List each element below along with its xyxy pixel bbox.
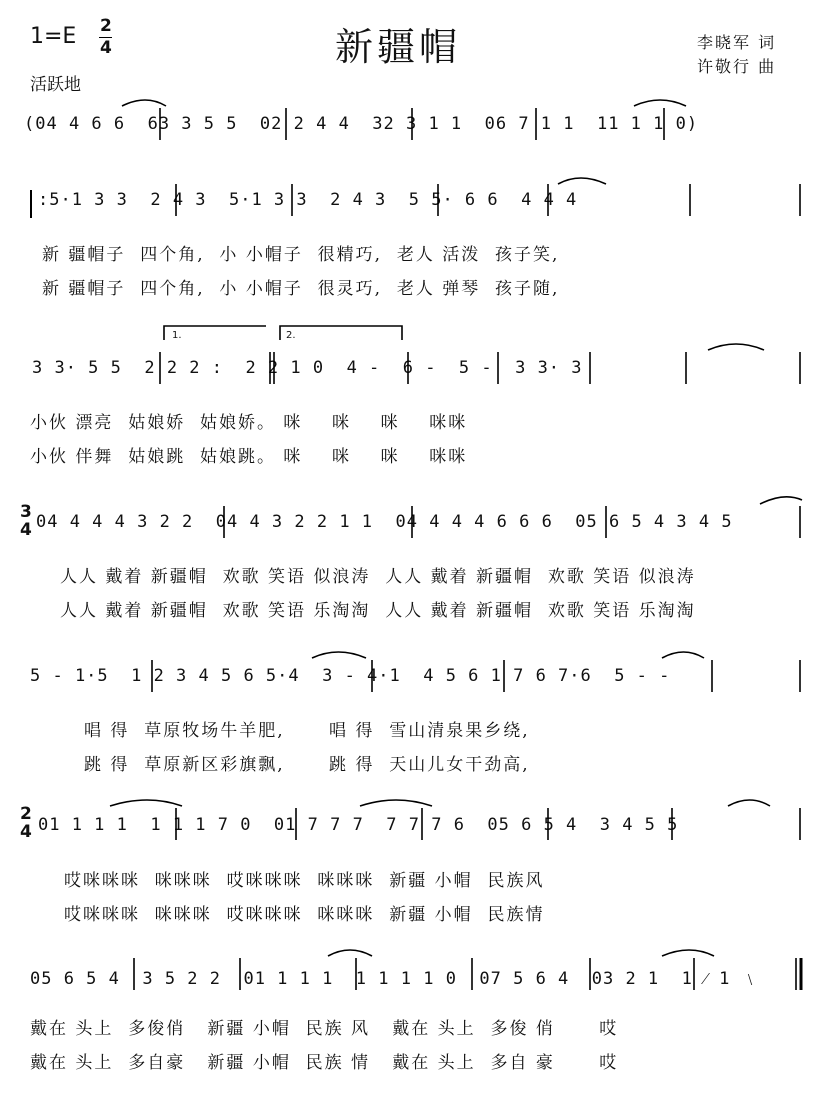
notation-row-5: 5 - 1·5 1 2 3 4 5 6 5·4 3 - 4·1 4 5 6 1 7 6 7·6 5 - -	[30, 666, 671, 686]
time-signature-top: 2	[100, 16, 112, 36]
key-signature: 1=E	[30, 24, 77, 49]
notation-row-4: 04 4 4 4 3 2 2 04 4 3 2 2 1 1 04 4 4 4 6 6 6 05 6 5 4 3 4 5	[36, 512, 733, 532]
repeat-start-barline	[30, 190, 32, 218]
time-signature-bottom: 4	[100, 38, 112, 58]
lyrics-row-6-verse-1: 哎咪咪咪 咪咪咪 哎咪咪咪 咪咪咪 新疆 小帽 民族风	[64, 871, 545, 891]
lyrics-row-2-verse-2: 新 疆帽子 四个角, 小 小帽子 很灵巧, 老人 弹琴 孩子随,	[42, 279, 560, 299]
song-title: 新疆帽	[335, 25, 462, 69]
notation-row-6: 01 1 1 1 1 1 1 7 0 01 7 7 7 7 7 7 6 05 6 5 4 3 4 5 5	[38, 815, 679, 835]
time-signature-3-bottom: 4	[20, 520, 32, 540]
volta-2-label: 2.	[286, 330, 296, 341]
lyrics-row-3-verse-1: 小伙 漂亮 姑娘娇 姑娘娇。 咪 咪 咪 咪咪	[30, 413, 468, 433]
tempo-marking: 活跃地	[30, 75, 81, 95]
notation-row-7: 05 6 5 4 3 5 2 2 01 1 1 1 1 1 1 1 0 07 5 6 4 03 2 1 1 ⁄ 1 ﹨	[30, 969, 760, 989]
lyrics-row-7-verse-1: 戴在 头上 多俊俏 新疆 小帽 民族 风 戴在 头上 多俊 俏 哎	[30, 1019, 619, 1039]
lyrics-row-5-verse-2: 跳 得 草原新区彩旗飘, 跳 得 天山儿女干劲高,	[84, 755, 530, 775]
lyrics-row-3-verse-2: 小伙 伴舞 姑娘跳 姑娘跳。 咪 咪 咪 咪咪	[30, 447, 468, 467]
notation-row-1: (04 4 6 6 63 3 5 5 02 2 4 4 32 3 1 1 06 7 1 1 11 1 1 0)	[24, 114, 699, 134]
composer-credit: 许敬行 曲	[697, 57, 777, 76]
lyrics-row-2-verse-1: 新 疆帽子 四个角, 小 小帽子 很精巧, 老人 活泼 孩子笑,	[42, 245, 560, 265]
time-signature-divider	[99, 37, 112, 38]
lyrics-row-5-verse-1: 唱 得 草原牧场牛羊肥, 唱 得 雪山清泉果乡绕,	[84, 721, 530, 741]
notation-row-2: :5·1 3 3 2 4 3 5·1 3 3 2 4 3 5 5· 6 6 4 4 4	[38, 190, 578, 210]
lyricist-credit: 李晓军 词	[697, 33, 777, 52]
volta-1-label: 1.	[172, 330, 182, 341]
lyrics-row-7-verse-2: 戴在 头上 多自豪 新疆 小帽 民族 情 戴在 头上 多自 豪 哎	[30, 1053, 619, 1073]
lyrics-row-6-verse-2: 哎咪咪咪 咪咪咪 哎咪咪咪 咪咪咪 新疆 小帽 民族情	[64, 905, 545, 925]
lyrics-row-4-verse-1: 人人 戴着 新疆帽 欢歌 笑语 似浪涛 人人 戴着 新疆帽 欢歌 笑语 似浪涛	[60, 567, 696, 587]
lyrics-row-4-verse-2: 人人 戴着 新疆帽 欢歌 笑语 乐淘淘 人人 戴着 新疆帽 欢歌 笑语 乐淘淘	[60, 601, 696, 621]
time-signature-2-top: 2	[20, 804, 32, 824]
time-signature-3-top: 3	[20, 502, 32, 522]
notation-row-3: 3 3· 5 5 2 2 2 : 2 2 1 0 4 - 6 - 5 - 3 3· 3	[32, 358, 583, 378]
time-signature-2-bottom: 4	[20, 822, 32, 842]
